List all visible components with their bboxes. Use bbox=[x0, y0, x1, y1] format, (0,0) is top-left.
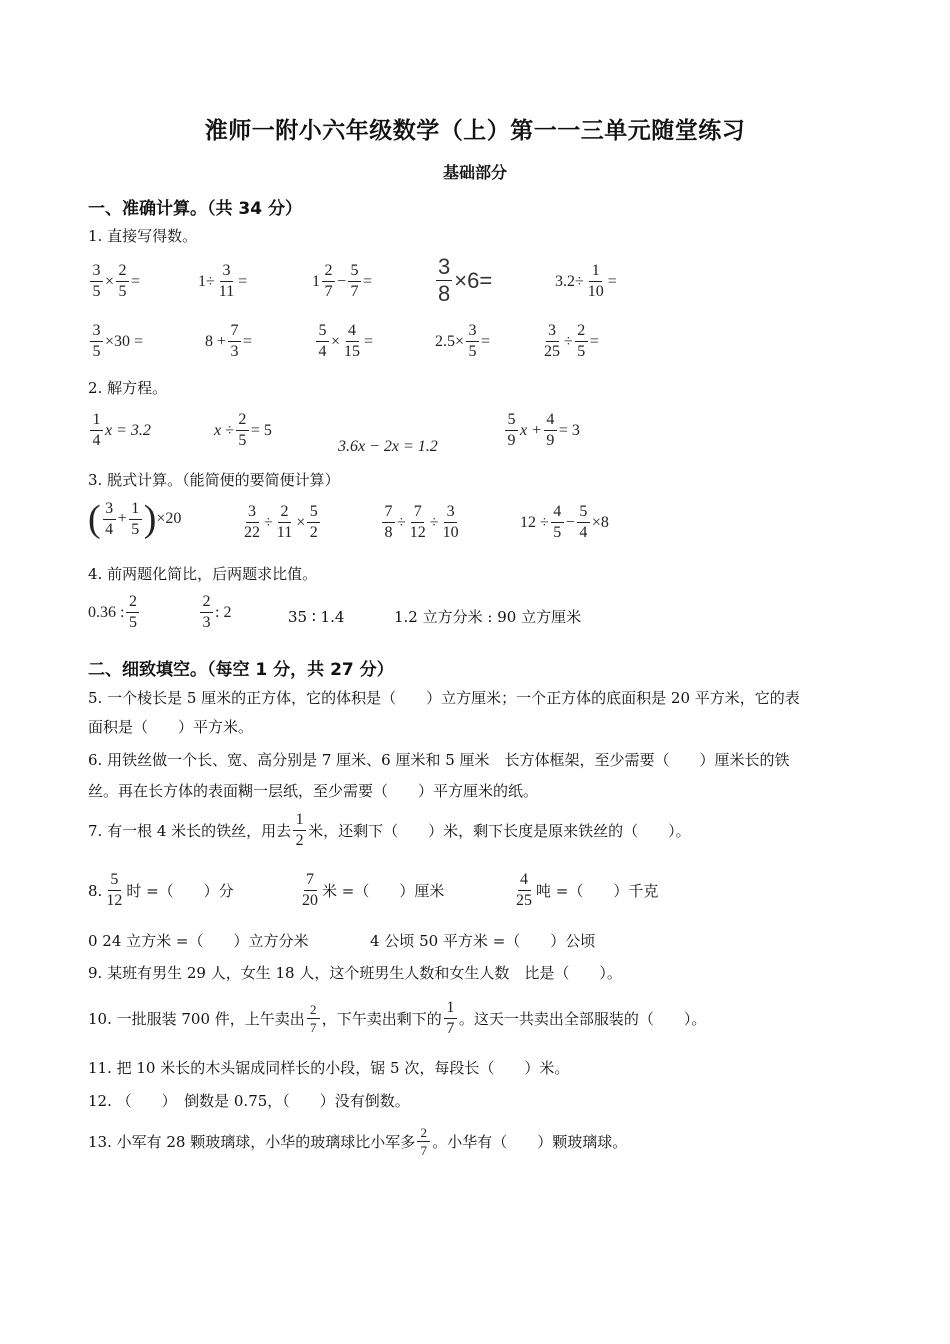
q1-label: 1. 直接写得数。 bbox=[88, 227, 198, 245]
q12: 12. （ ） 倒数是 0.75，（ ）没有倒数。 bbox=[88, 1092, 410, 1110]
q1-r2-e: $\frac{3}{25}$ ÷ $\frac{2}{5}$ = bbox=[544, 322, 599, 360]
q3-expr3: $\frac{7}{8}$ ÷ $\frac{7}{12}$ ÷ $\frac{3}{10}$ bbox=[380, 504, 463, 541]
q3-expr4: 12 ÷ $\frac{4}{5}$ − $\frac{5}{4}$ ×8 bbox=[520, 503, 609, 541]
q7: 7. 有一根 4 米长的铁丝，用去 $\frac{1}{2}$ 米，还剩下（ ）米，剩下长度是原来铁丝的（ ）。 bbox=[88, 811, 691, 849]
q1-r1-a: $\frac{3}{5}$ × $\frac{2}{5}$ = bbox=[88, 263, 140, 300]
q1-r1-b: 1 ÷ $\frac{3}{11}$ = bbox=[198, 262, 248, 300]
q5-line1: 5. 一个棱长是 5 厘米的正方体，它的体积是（ ）立方厘米；一个正方体的底面积是 20 平方米，它的表 bbox=[88, 689, 800, 707]
q4-ratio4: 1.2 立方分米 : 90 立方厘米 bbox=[394, 608, 582, 626]
q3-expr1: ( $\frac{3}{4}$ + $\frac{1}{5}$ ) ×20 bbox=[88, 498, 182, 540]
q3-label: 3. 脱式计算。（能简便的要简便计算） bbox=[88, 471, 340, 489]
q2-eq3: 3.6x − 2x = 1.2 bbox=[338, 438, 438, 455]
q2-eq4: $\frac{5}{9}$ x + $\frac{4}{9}$ = 3 bbox=[503, 412, 580, 449]
q1-r1-d: $\frac{3}{8}$ × 6 = bbox=[438, 254, 493, 306]
q1-r2-c: $\frac{5}{4}$ × $\frac{4}{15}$ = bbox=[314, 323, 373, 360]
q1-r2-a: $\frac{3}{5}$ ×30 = bbox=[88, 323, 143, 360]
q6-line2: 丝。再在长方体的表面糊一层纸，至少需要（ ）平方厘米的纸。 bbox=[88, 782, 539, 800]
q4-ratio3: 35 ∶ 1.4 bbox=[288, 608, 345, 626]
q9: 9. 某班有男生 29 人，女生 18 人，这个班男生人数和女生人数 比是（ ）。 bbox=[88, 964, 622, 982]
page-title: 淮师一附小六年级数学（上）第一一三单元随堂练习 bbox=[204, 118, 746, 144]
q8-a: 8. $\frac{5}{12}$ 时 =（ ）分 bbox=[88, 871, 234, 909]
q2-eq1: $\frac{1}{4}$ x = 3.2 bbox=[88, 412, 151, 449]
q1-r1-c: 1 $\frac{2}{7}$ − $\frac{5}{7}$ = bbox=[312, 262, 373, 300]
q4-ratio1: 0.36 : $\frac{2}{5}$ bbox=[88, 594, 141, 631]
q4-label: 4. 前两题化简比，后两题求比值。 bbox=[88, 565, 318, 583]
q13: 13. 小军有 28 颗玻璃球，小华的玻璃球比小军多 $\frac{2}{7}$ 。小华有（ ）颗玻璃球。 bbox=[88, 1125, 628, 1158]
q1-r2-b: 8 + $\frac{7}{3}$ = bbox=[205, 322, 253, 360]
section-2-heading: 二、细致填空。（每空 1 分，共 27 分） bbox=[88, 660, 394, 680]
q8-d: 0 24 立方米 =（ ）立方分米 bbox=[88, 932, 309, 950]
q8-e: 4 公顷 50 平方米 =（ ）公顷 bbox=[370, 932, 596, 950]
q2-label: 2. 解方程。 bbox=[88, 379, 168, 397]
q3-expr2: $\frac{3}{22}$ ÷ $\frac{2}{11}$ × $\frac{5}{2}$ bbox=[240, 504, 322, 541]
q8-c: $\frac{4}{25}$ 吨 =（ ）千克 bbox=[516, 871, 659, 909]
page-subtitle: 基础部分 bbox=[442, 163, 507, 182]
q8-b: $\frac{7}{20}$ 米 =（ ）厘米 bbox=[302, 871, 445, 909]
section-1-heading: 一、准确计算。（共 34 分） bbox=[88, 199, 302, 219]
q10: 10. 一批服装 700 件，上午卖出 $\frac{2}{7}$ ，下午卖出剩下的 $\frac{1}{7}$ 。这天一共卖出全部服装的（ ）。 bbox=[88, 999, 707, 1037]
q6-line1: 6. 用铁丝做一个长、宽、高分别是 7 厘米、6 厘米和 5 厘米 长方体框架，至少需要（ ）厘米长的铁 bbox=[88, 751, 790, 769]
q1-r2-d: 2.5× $\frac{3}{5}$ = bbox=[435, 322, 491, 360]
q1-r1-e: 3.2 ÷ $\frac{1}{10}$ = bbox=[555, 262, 617, 300]
q2-eq2: x ÷ $\frac{2}{5}$ = 5 bbox=[214, 411, 272, 449]
q4-ratio2: $\frac{2}{3}$ : 2 bbox=[198, 594, 231, 631]
q5-line2: 面积是（ ）平方米。 bbox=[88, 718, 254, 736]
q11: 11. 把 10 米长的木头锯成同样长的小段，锯 5 次，每段长（ ）米。 bbox=[88, 1059, 570, 1077]
